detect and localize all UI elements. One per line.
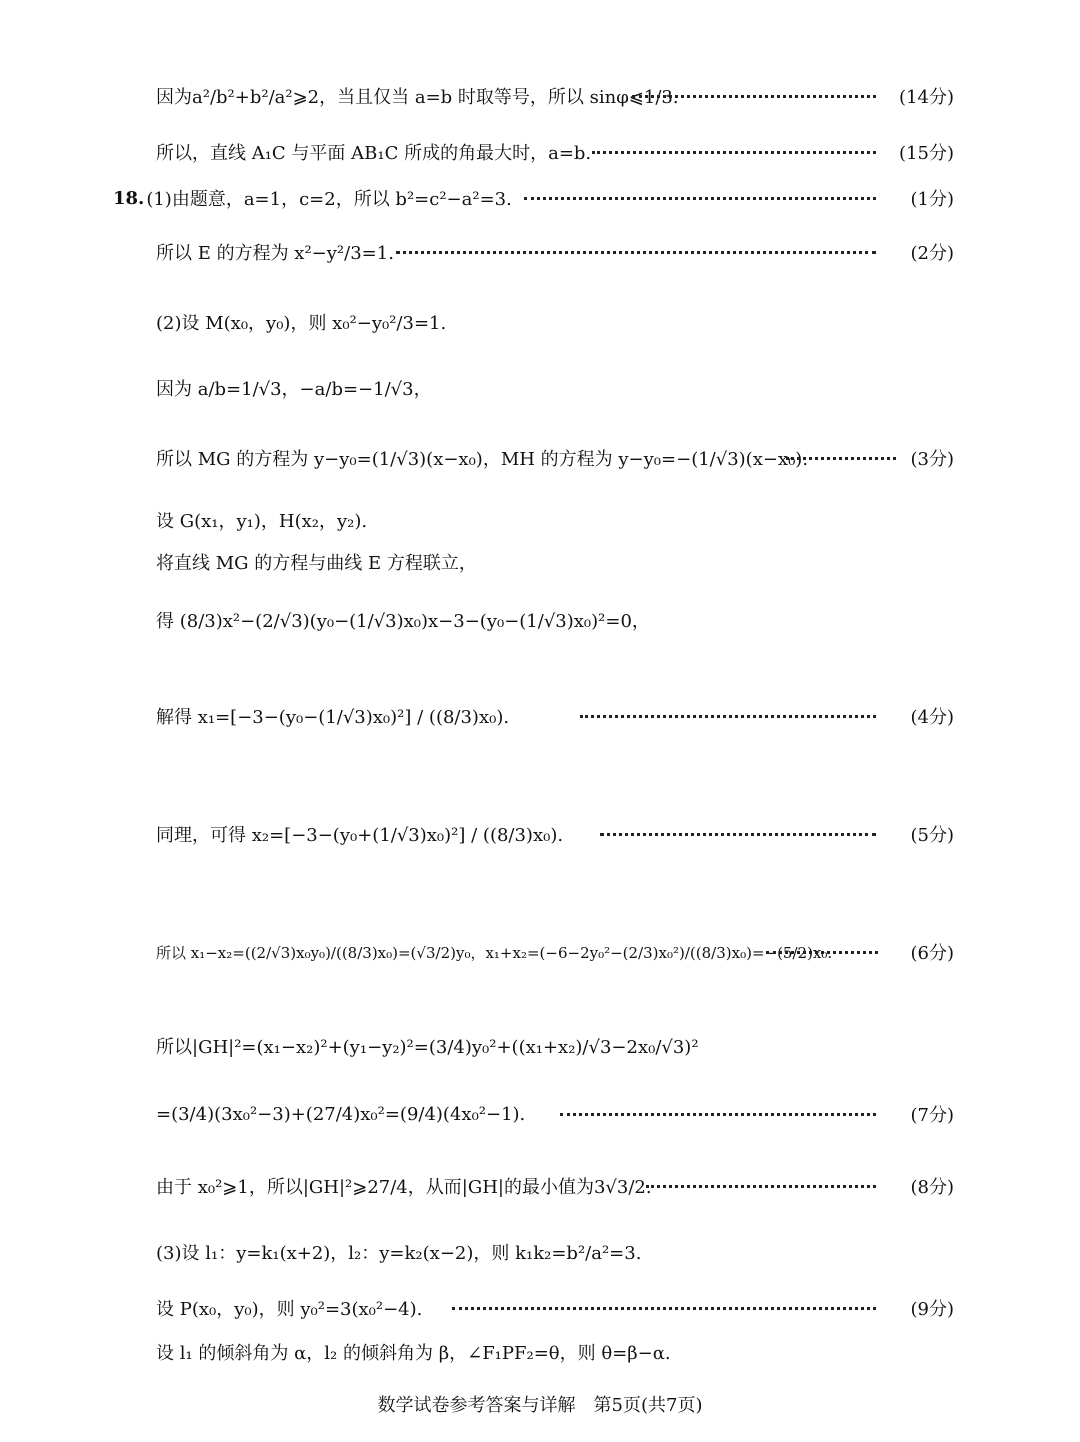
answer-line-9 xyxy=(0,536,1080,588)
line-text: 由于 x₀²⩾1，所以|GH|²⩾27/4，从而|GH|的最小值为3√3/2. xyxy=(156,1177,652,1198)
answer-line-16 xyxy=(0,1160,1080,1212)
dot-leader xyxy=(766,926,878,978)
line-text: (3)设 l₁：y=k₁(x+2)，l₂：y=k₂(x−2)，则 k₁k₂=b²/a²=3. xyxy=(156,1243,642,1264)
score-label: (15分) xyxy=(899,143,954,164)
line-text: 设 G(x₁，y₁)，H(x₂，y₂). xyxy=(156,511,368,532)
dot-leader xyxy=(632,70,876,122)
line-text: 所以 MG 的方程为 y−y₀=(1/√3)(x−x₀)，MH 的方程为 y−y₀=−(1/√3)(x−x₀). xyxy=(156,449,809,470)
line-text: 所以 x₁−x₂=((2/√3)x₀y₀)/((8/3)x₀)=(√3/2)y₀，x₁+x₂=(−6−2y₀²−(2/3)x₀²)/((8/3)x₀)=−(5/2)x₀. xyxy=(156,943,833,962)
line-text: 得 (8/3)x²−(2/√3)(y₀−(1/√3)x₀)x−3−(y₀−(1/√3)x₀)²=0， xyxy=(156,611,650,632)
question-18-line xyxy=(0,172,1080,224)
score-label: (6分) xyxy=(910,943,954,964)
dot-leader xyxy=(600,808,876,860)
answer-line-17 xyxy=(0,1226,1080,1278)
score-label: (9分) xyxy=(910,1299,954,1320)
line-text: 因为 a/b=1/√3，−a/b=−1/√3， xyxy=(156,379,432,400)
line-text: 设 P(x₀，y₀)，则 y₀²=3(x₀²−4). xyxy=(156,1299,423,1320)
answer-line-7 xyxy=(0,432,1080,484)
answer-line-19 xyxy=(0,1326,1080,1378)
dot-leader xyxy=(580,690,876,742)
line-text: 设 l₁ 的倾斜角为 α，l₂ 的倾斜角为 β，∠F₁PF₂=θ，则 θ=β−α. xyxy=(156,1343,671,1364)
line-text: 所以 E 的方程为 x²−y²/3=1. xyxy=(156,243,394,264)
score-label: (14分) xyxy=(899,87,954,108)
answer-line-11 xyxy=(0,690,1080,742)
dot-leader xyxy=(524,172,876,224)
line-text: 因为a²/b²+b²/a²⩾2，当且仅当 a=b 时取等号，所以 sinφ⩽1/3. xyxy=(156,87,679,108)
score-label: (1分) xyxy=(910,189,954,210)
score-label: (5分) xyxy=(910,825,954,846)
line-text: 将直线 MG 的方程与曲线 E 方程联立， xyxy=(156,553,477,574)
answer-line-4 xyxy=(0,226,1080,278)
answer-line-13 xyxy=(0,926,1080,978)
answer-line-1 xyxy=(0,70,1080,122)
answer-line-15 xyxy=(0,1088,1080,1140)
dot-leader xyxy=(646,1160,876,1212)
line-text: 同理，可得 x₂=[−3−(y₀+(1/√3)x₀)²] / ((8/3)x₀). xyxy=(156,825,564,846)
score-label: (4分) xyxy=(910,707,954,728)
answer-line-10 xyxy=(0,594,1080,646)
answer-line-5 xyxy=(0,296,1080,348)
page-footer: 数学试卷参考答案与详解 第5页(共7页) xyxy=(377,1395,703,1416)
dot-leader xyxy=(396,226,876,278)
answer-line-2 xyxy=(0,126,1080,178)
score-label: (7分) xyxy=(910,1105,954,1126)
line-text: (2)设 M(x₀，y₀)，则 x₀²−y₀²/3=1. xyxy=(156,313,447,334)
line-text: =(3/4)(3x₀²−3)+(27/4)x₀²=(9/4)(4x₀²−1). xyxy=(156,1103,526,1125)
dot-leader xyxy=(786,432,896,484)
line-text: 所以，直线 A₁C 与平面 AB₁C 所成的角最大时，a=b. xyxy=(156,143,592,164)
answer-line-6 xyxy=(0,362,1080,414)
score-label: (8分) xyxy=(910,1177,954,1198)
question-header xyxy=(113,172,512,224)
line-text: 解得 x₁=[−3−(y₀−(1/√3)x₀)²] / ((8/3)x₀). xyxy=(156,707,510,728)
score-label: (3分) xyxy=(910,449,954,470)
score-label: (2分) xyxy=(910,243,954,264)
answer-line-12 xyxy=(0,808,1080,860)
dot-leader xyxy=(592,126,876,178)
line-text: 所以|GH|²=(x₁−x₂)²+(y₁−y₂)²=(3/4)y₀²+((x₁+x₂)/√3−2x₀/√3)² xyxy=(156,1037,699,1058)
line-text: (1)由题意，a=1，c=2，所以 b²=c²−a²=3. xyxy=(146,189,512,210)
dot-leader xyxy=(560,1088,876,1140)
answer-line-14 xyxy=(0,1020,1080,1072)
question-number: 18. xyxy=(113,187,145,209)
